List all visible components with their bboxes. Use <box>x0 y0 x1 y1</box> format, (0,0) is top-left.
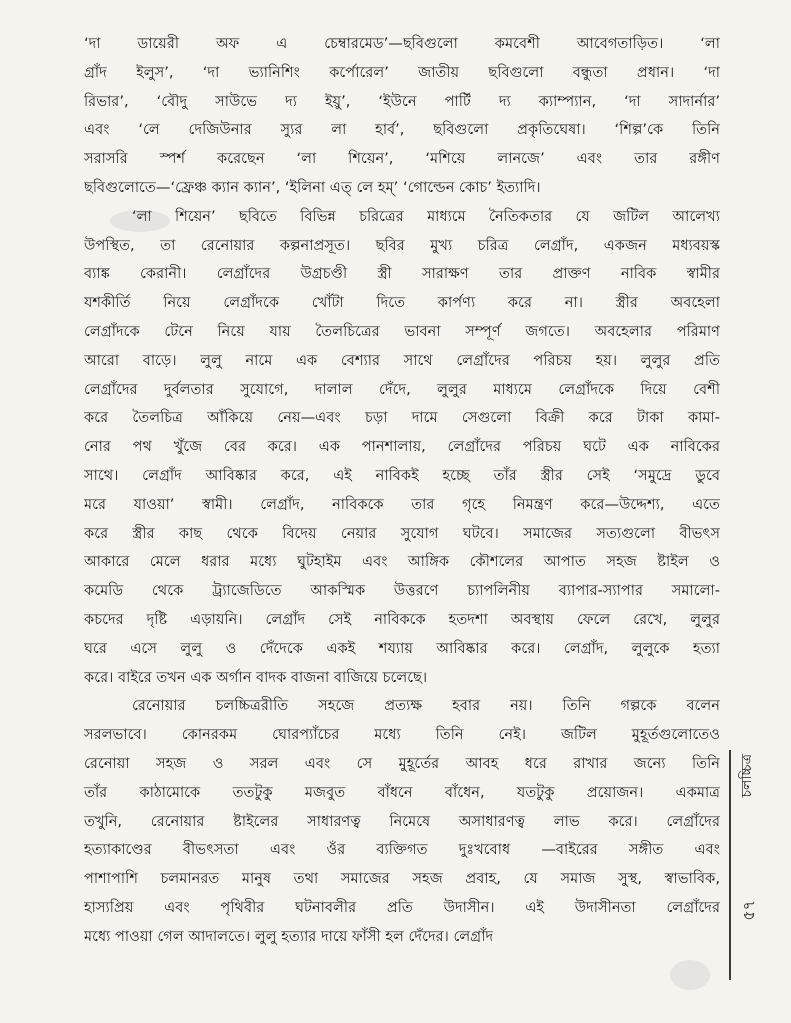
running-head: চলচ্চিত্র <box>739 754 755 798</box>
text-line: রেনোয়ার চলচ্চিত্ররীতি সহজে প্রত্যক্ষ হবার নয়। তিনি গল্পকে বলেন <box>132 697 720 715</box>
body-text <box>84 30 720 952</box>
text-line: কমেডি থেকে ট্র্যাজেডিতে আকস্মিক উত্তরণে চ্যাপলিনীয় ব্যাপার-স্যাপার সমালো- <box>84 582 720 600</box>
paragraph <box>84 203 720 693</box>
page-number: ৫৭ <box>739 900 758 921</box>
text-line: করে স্ত্রীর কাছ থেকে বিদেয় নেয়ার সুযোগ ঘটবে। সমাজের সত্যগুলো বীভৎস <box>84 524 720 542</box>
text-line: করে। বাইরে তখন এক অর্গান বাদক বাজনা বাজিয়ে চলেছে। <box>84 668 428 686</box>
text-line: লেগ্রাঁদকে টেনে নিয়ে যায় তৈলচিত্রের ভাবনা সম্পূর্ণ জগতে। অবহেলার পরিমাণ <box>84 322 720 340</box>
text-line: হাস্যপ্রিয় এবং পৃথিবীর ঘটনাবলীর প্রতি উদাসীন। এই উদাসীনতা লেগ্রাঁদের <box>84 898 720 916</box>
text-line: মধ্যে পাওয়া গেল আদালতে। লুলু হত্যার দায়ে ফাঁসী হল দেঁদের। লেগ্রাঁদ <box>84 927 494 945</box>
folio-rule <box>729 750 731 980</box>
text-line: গ্রাঁদ ইলুস’, ‘দা ভ্যানিশিং কর্পোরেল’ জাতীয় ছবিগুলো বন্ধুতা প্রধান। ‘দা <box>84 63 720 81</box>
text-line: ছবিগুলোতে—‘ফ্রেঞ্চ ক্যান ক্যান’, ‘ইলিনা এত্ লে হম্’ ‘গোল্ডেন কোচ’ ইত্যাদি। <box>84 178 541 196</box>
text-line: সাথে। লেগ্রাঁদ আবিষ্কার করে, এই নাবিকই হচ্ছে তাঁর স্ত্রীর সেই ‘সমুদ্রে ডুবে <box>84 466 720 484</box>
text-line: সরাসরি স্পর্শ করেছেন ‘লা শিয়েন’, ‘মশিয়ে লানজে’ এবং তার রঙ্গীণ <box>84 150 720 168</box>
text-line: নোর পথ খুঁজে বের করে। এক পানশালায়, লেগ্রাঁদের পরিচয় ঘটে এক নাবিকের <box>84 438 720 456</box>
text-line: মরে যাওয়া’ স্বামী। লেগ্রাঁদ, নাবিককে তার গৃহে নিমন্ত্রণ করে—উদ্দেশ্য, এতে <box>84 495 720 513</box>
text-line: তখুনি, রেনোয়ার ষ্টাইলের সাধারণত্ব নিমেষে অসাধারণত্ব লাভ করে। লেগ্রাঁদের <box>84 812 720 830</box>
text-line: ঘরে এসে লুলু ও দেঁদেকে একই শয্যায় আবিষ্কার করে। লেগ্রাঁদ, লুলুকে হত্যা <box>84 639 720 657</box>
text-line: উপস্থিত, তা রেনোয়ার কল্পনাপ্রসূত। ছবির মুখ্য চরিত্র লেগ্রাঁদ, একজন মধ্যবয়স্ক <box>84 236 720 254</box>
text-line: রেনোয়া সহজ ও সরল এবং সে মুহূর্তের আবহ ধরে রাখার জন্যে তিনি <box>84 754 720 772</box>
paragraph <box>84 30 720 203</box>
text-line: হত্যাকাণ্ডের বীভৎসতা এবং ওঁর ব্যক্তিগত দুঃখবোধ —বাইরের সঙ্গীত এবং <box>84 841 720 859</box>
text-line: ‘দা ডায়েরী অফ এ চেম্বারমেড’—ছবিগুলো কমবেশী আবেগতাড়িত। ‘লা <box>84 35 720 52</box>
text-line: ব্যাঙ্ক কেরানী। লেগ্রাঁদের উগ্রচণ্ডী স্ত্রী সারাক্ষণ তার প্রাক্তণ নাবিক স্বামীর <box>84 265 720 283</box>
text-line: করে তৈলচিত্র আঁকিয়ে নেয়—এবং চড়া দামে সেগুলো বিক্রী করে টাকা কামা- <box>84 409 720 427</box>
text-line: লেগ্রাঁদের দুর্বলতার সুযোগে, দালাল দেঁদে, লুলুর মাধ্যমে লেগ্রাঁদকে দিয়ে বেশী <box>84 380 720 398</box>
text-line: সরলভাবে। কোনরকম ঘোরপ্যাঁচের মধ্যে তিনি নেই। জটিল মুহূর্তগুলোতেও <box>84 726 720 744</box>
margin-folio <box>719 750 758 980</box>
paper-smudge <box>670 960 710 990</box>
text-line: কচদের দৃষ্টি এড়ায়নি। লেগ্রাঁদ সেই নাবিককে হতদশা অবস্থায় ফেলে রেখে, লুলুর <box>84 610 720 628</box>
text-line: পাশাপাশি চলমানরত মানুষ তথা সমাজের সহজ প্রবাহ, যে সমাজ সুস্থ, স্বাভাবিক, <box>84 870 720 888</box>
text-line: রিভার’, ‘বৌদু সাউভে দ্য ইয়ু’, ‘ইউনে পার্টি দ্য ক্যাম্প্যান, ‘দা সাদার্নার’ <box>84 92 720 110</box>
paragraph <box>84 692 720 951</box>
text-line: যশকীর্তি নিয়ে লেগ্রাঁদকে খোঁটা দিতে কার্পণ্য করে না। স্ত্রীর অবহেলা <box>84 294 720 312</box>
text-line: ‘লা শিয়েন’ ছবিতে বিভিন্ন চরিত্রের মাধ্যমে নৈতিকতার যে জটিল আলেখ্য <box>132 207 720 225</box>
text-line: আরো বাড়ে। লুলু নামে এক বেশ্যার সাথে লেগ্রাঁদের পরিচয় হয়। লুলুর প্রতি <box>84 351 720 369</box>
text-line: তাঁর কাঠামোকে ততটুকু মজবুত বাঁধনে বাঁধেন, যতটুকু প্রয়োজন। একমাত্র <box>84 783 720 801</box>
text-line: আকারে মেলে ধরার মধ্যে ঘুটহাইম এবং আঙ্গিক কৌশলের আপাত সহজ ষ্টাইল ও <box>84 553 720 571</box>
text-line: এবং ‘লে দেজিউনার স্যুর লা হার্ব’, ছবিগুলো প্রকৃতিঘেষা। ‘শিল্প’কে তিনি <box>84 121 720 139</box>
